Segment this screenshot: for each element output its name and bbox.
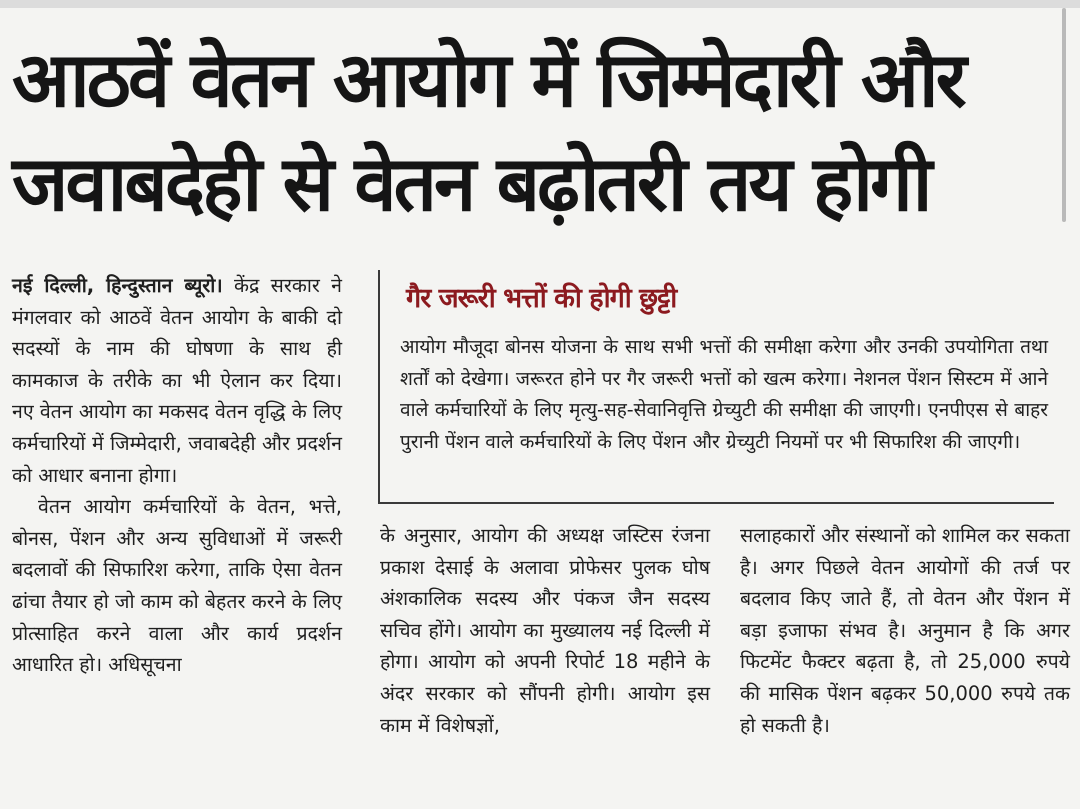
box-title: गैर जरूरी भत्तों की होगी छुट्टी: [406, 283, 677, 314]
top-edge-strip: [0, 0, 1080, 8]
column-2-text: के अनुसार, आयोग की अध्यक्ष जस्टिस रंजना प्रकाश देसाई के अलावा प्रोफेसर पुलक घोष अंशकालिक सदस्य और पंकज जैन सदस्य सचिव होंगे। आयोग का मुख्यालय नई दिल्ली में होगा। आयोग को अपनी रिपोर्ट 18 महीने के अंदर सरकार को सौंपनी होगी। आयोग इस काम में विशेषज्ञों,: [380, 524, 710, 737]
headline: [12, 28, 1062, 236]
article-column-2: [380, 520, 710, 741]
sidebar-box: [378, 270, 1054, 504]
lead-paragraph: [12, 270, 342, 491]
headline-line-2: जवाबदेही से वेतन बढ़ोतरी तय होगी: [12, 139, 930, 228]
column-3-text: सलाहकारों और संस्थानों को शामिल कर सकता है। अगर पिछले वेतन आयोगों की तर्ज पर बदलाव किए जाते हैं, तो वेतन और पेंशन में बड़ा इजाफा संभव है। अनुमान है कि अगर फिटमेंट फैक्टर बढ़ता है, तो 25,000 रुपये की मासिक पेंशन बढ़कर 50,000 रुपये तक हो सकती है।: [740, 524, 1070, 737]
article-column-1: [12, 270, 342, 681]
scrollbar[interactable]: [1062, 8, 1066, 222]
byline: नई दिल्ली, हिन्दुस्तान ब्यूरो।: [12, 274, 223, 297]
paragraph-2: वेतन आयोग कर्मचारियों के वेतन, भत्ते, बोनस, पेंशन और अन्य सुविधाओं में जरूरी बदलावों की सिफारिश करेगा, ताकि ऐसा वेतन ढांचा तैयार हो जो काम को बेहतर करने के लिए प्रोत्साहित करने वाला और कार्य प्रदर्शन आधारित हो। अधिसूचना: [12, 495, 342, 677]
headline-line-1: आठवें वेतन आयोग में जिम्मेदारी और: [12, 35, 964, 124]
article-column-3: [740, 520, 1070, 741]
box-body: आयोग मौजूदा बोनस योजना के साथ सभी भत्तों की समीक्षा करेगा और उनकी उपयोगिता तथा शर्तों को देखेगा। जरूरत होने पर गैर जरूरी भत्तों को खत्म करेगा। नेशनल पेंशन सिस्टम में आने वाले कर्मचारियों के लिए मृत्यु-सह-सेवानिवृत्ति ग्रेच्युटी की समीक्षा की जाएगी। एनपीएस से बाहर पुरानी पेंशन वाले कर्मचारियों के लिए पेंशन और ग्रेच्युटी नियमों पर भी सिफारिश की जाएगी।: [400, 336, 1048, 453]
paragraph-1: केंद्र सरकार ने मंगलवार को आठवें वेतन आयोग के बाकी दो सदस्यों के नाम की घोषणा के साथ ही कामकाज के तरीके का भी ऐलान कर दिया। नए वेतन आयोग का मकसद वेतन वृद्धि के लिए कर्मचारियों में जिम्मेदारी, जवाबदेही और प्रदर्शन को आधार बनाना होगा।: [12, 274, 342, 487]
